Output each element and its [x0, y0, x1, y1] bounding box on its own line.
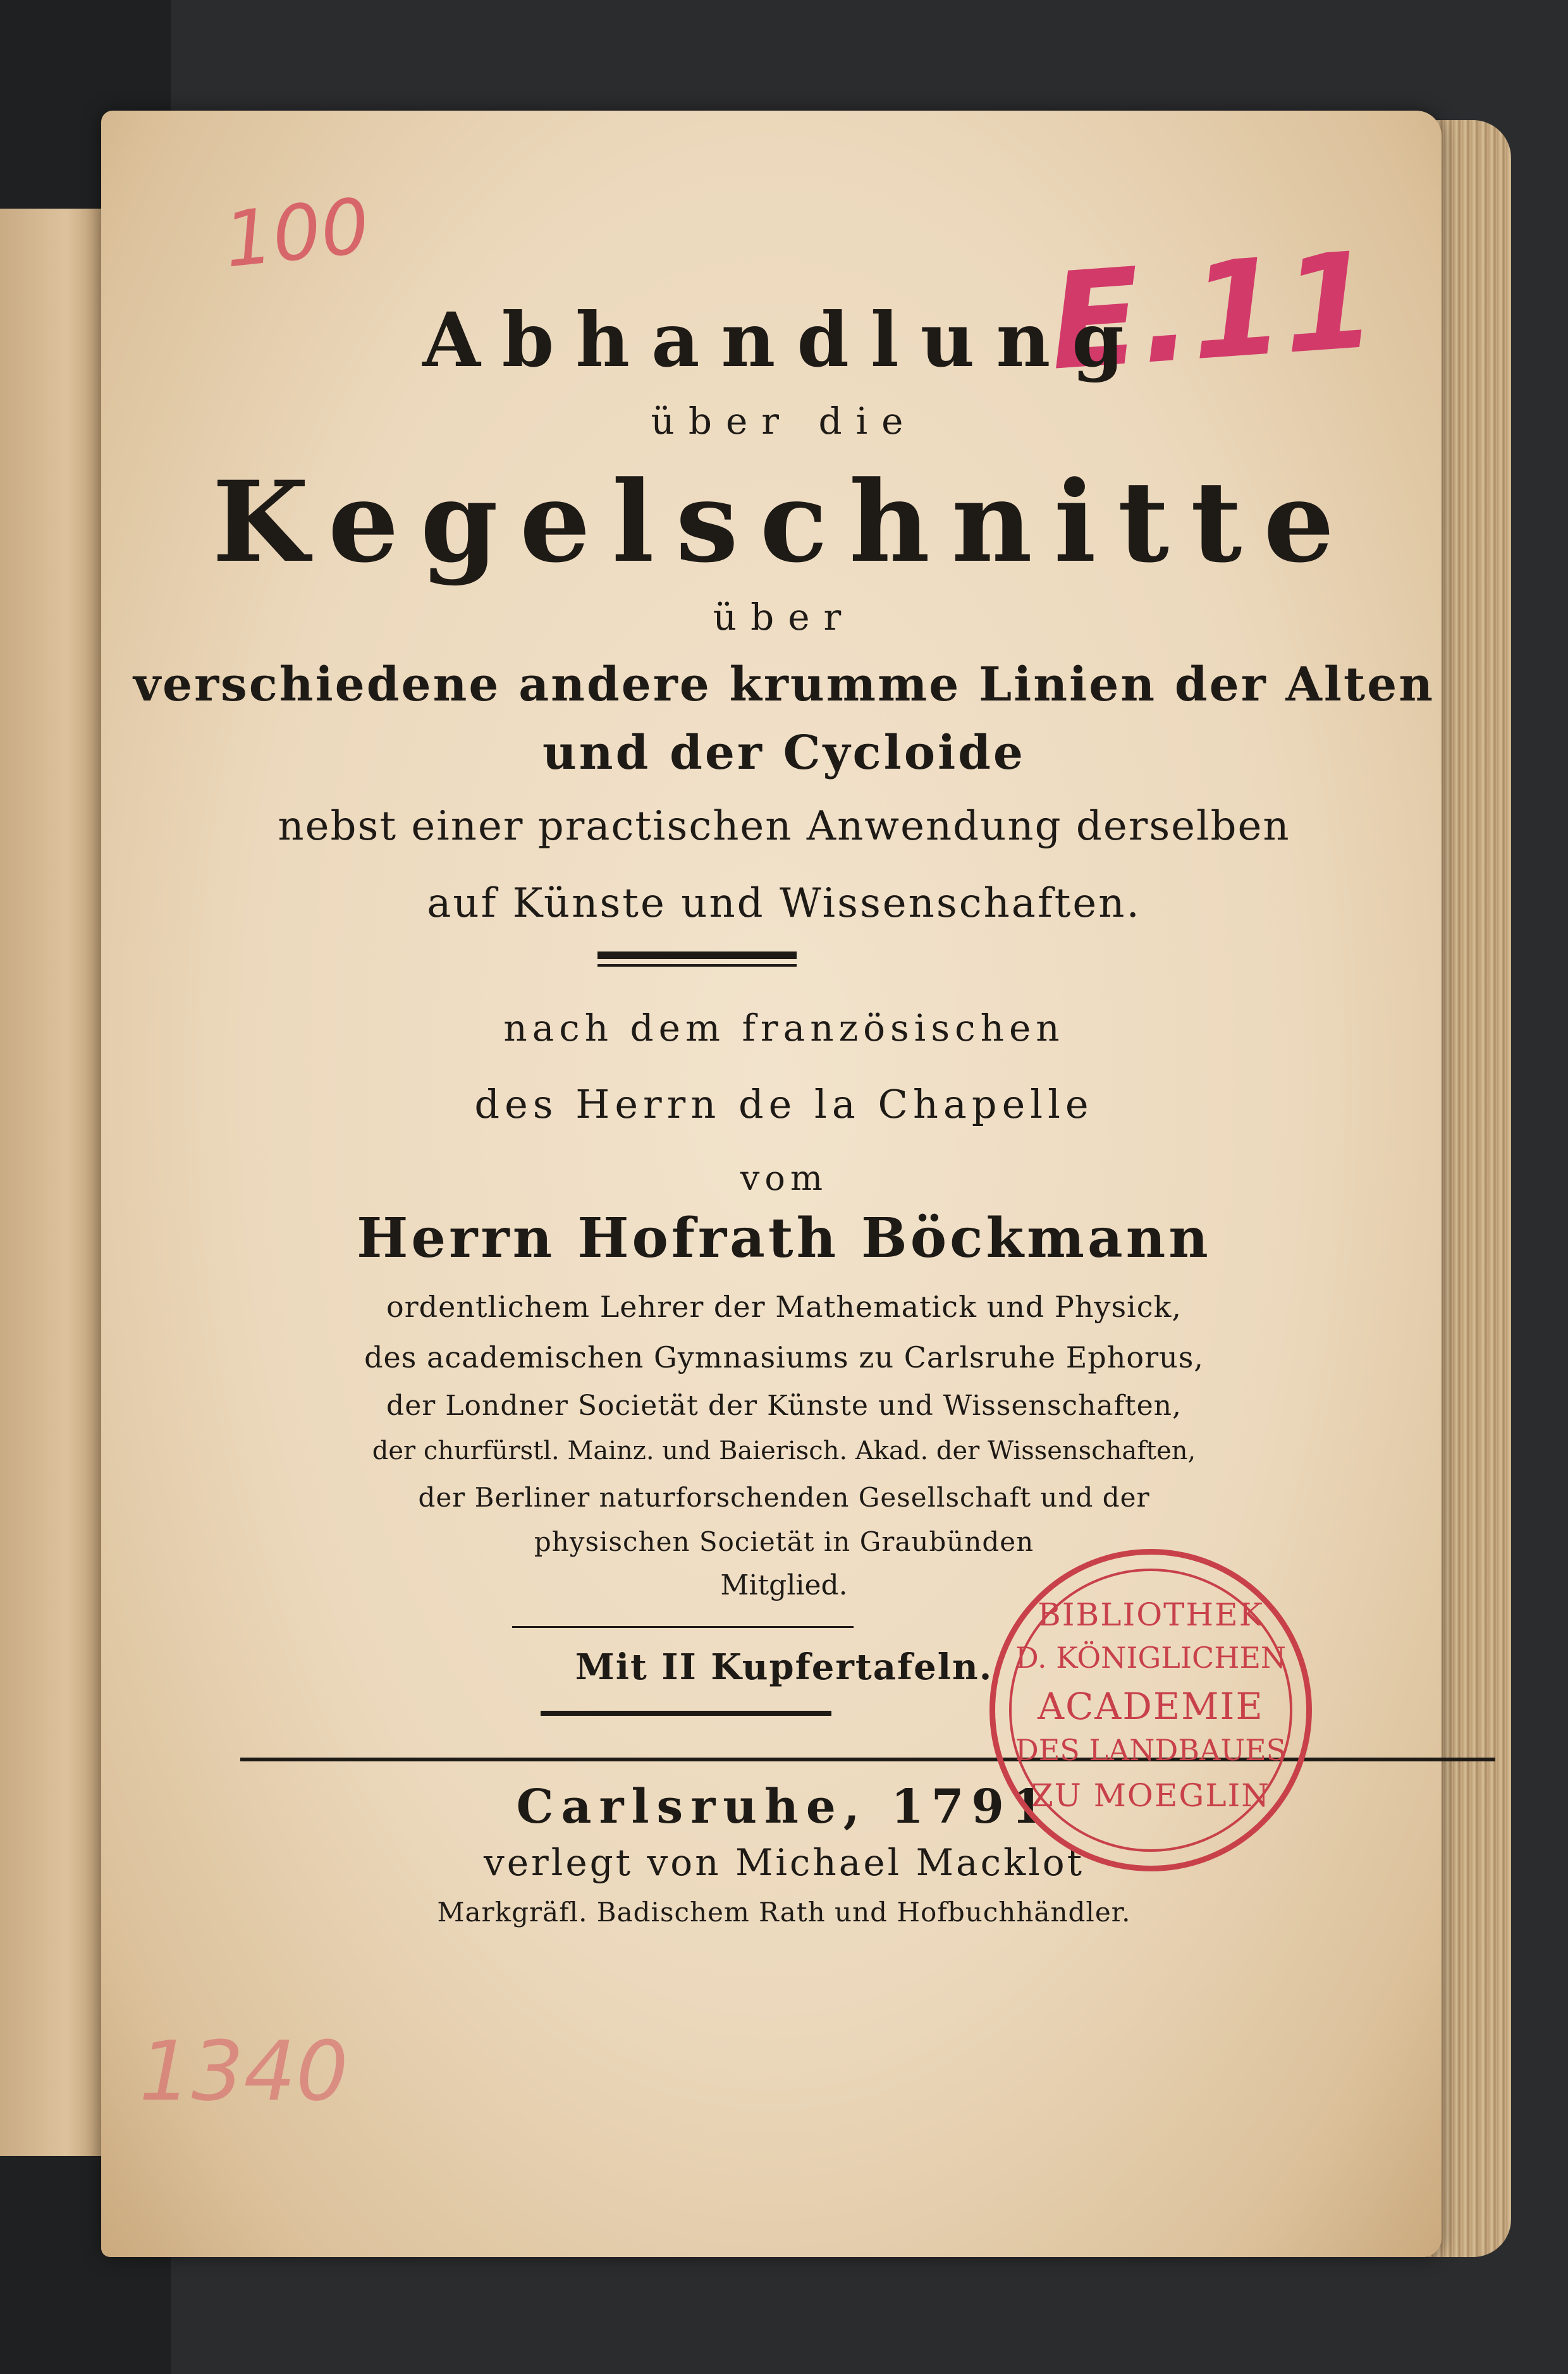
shelfmark-annotation: E.11: [1044, 223, 1381, 400]
stamp-line-4: DES LANDBAUES: [1015, 1733, 1287, 1767]
title-line-6: und der Cycloide: [542, 726, 1026, 780]
title-line-4: über: [713, 596, 855, 639]
imprint-rule: [240, 1758, 1495, 1761]
ornamental-rule-1b: [597, 964, 797, 967]
title-line-5: verschiedene andere krumme Linien der Alten: [133, 658, 1435, 712]
stamp-line-3: ACADEMIE: [1038, 1685, 1264, 1728]
affiliation-line-4: der churfürstl. Mainz. und Baierisch. Akad. der Wissenschaften,: [372, 1436, 1196, 1465]
stamp-line-2: D. KÖNIGLICHEN: [1015, 1641, 1287, 1675]
pencil-number-top: 100: [220, 182, 374, 285]
title-line-7: nebst einer practischen Anwendung derselben: [278, 803, 1290, 850]
imprint-title: Markgräfl. Badischem Rath und Hofbuchhändler.: [437, 1897, 1131, 1928]
imprint-place-year: Carlsruhe, 1791: [516, 1780, 1052, 1834]
author-name: Herrn Hofrath Böckmann: [357, 1206, 1211, 1270]
ornamental-rule-1: [597, 951, 797, 959]
plates-note: Mit II Kupfertafeln.: [575, 1646, 993, 1688]
stamp-line-1: BIBLIOTHEK: [1038, 1596, 1264, 1633]
translation-line-1: nach dem französischen: [503, 1007, 1065, 1049]
pencil-number-bottom: 1340: [139, 2023, 348, 2119]
translation-line-3: vom: [740, 1158, 828, 1198]
affiliation-line-5: der Berliner naturforschenden Gesellschaft und der: [418, 1482, 1150, 1513]
affiliation-line-6: physischen Societät in Graubünden: [534, 1526, 1034, 1557]
thin-rule-above-plates: [512, 1626, 854, 1628]
affiliation-line-3: der Londner Societät der Künste und Wissenschaften,: [386, 1390, 1182, 1422]
library-stamp: [989, 1549, 1312, 1871]
ornamental-rule-2: [541, 1711, 831, 1716]
affiliation-line-2: des academischen Gymnasiums zu Carlsruhe Ephorus,: [364, 1340, 1204, 1374]
affiliation-line-1: ordentlichem Lehrer der Mathematick und Physick,: [386, 1290, 1182, 1324]
title-line-8: auf Künste und Wissenschaften.: [427, 880, 1141, 927]
affiliation-line-7: Mitglied.: [720, 1569, 848, 1601]
title-line-1: Abhandlung: [422, 296, 1146, 384]
translation-line-2: des Herrn de la Chapelle: [474, 1081, 1094, 1127]
title-main: Kegelschnitte: [212, 456, 1356, 587]
imprint-publisher: verlegt von Michael Macklot: [483, 1841, 1085, 1884]
title-line-2: über die: [651, 400, 917, 443]
stamp-line-5: ZU MOEGLIN: [1031, 1777, 1271, 1814]
